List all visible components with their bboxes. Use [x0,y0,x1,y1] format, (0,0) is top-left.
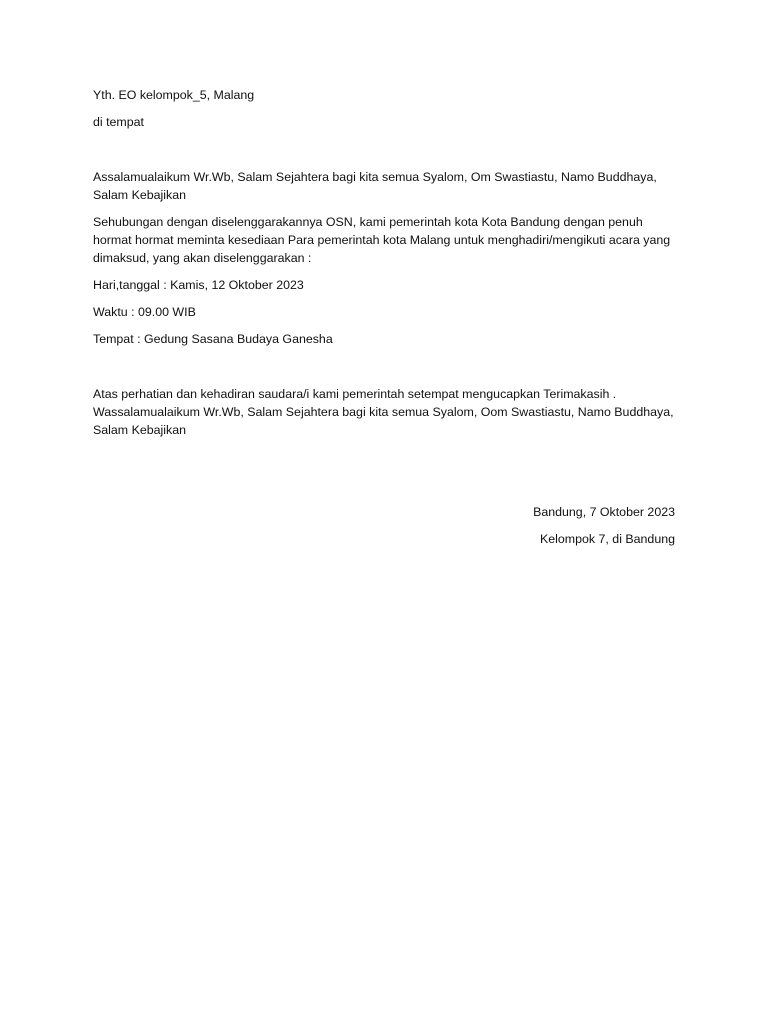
letter-body: Sehubungan dengan diselenggarakannya OSN, kami pemerintah kota Kota Bandung dengan penuh hormat hormat meminta kesediaan Para pemerintah kota Malang untuk menghadiri/mengikuti acara yang dimaksud, yang akan diselenggarakan : [93,215,671,265]
letter-greeting: Assalamualaikum Wr.Wb, Salam Sejahtera bagi kita semua Syalom, Om Swastiastu, Namo Buddhaya, Salam Kebajikan [93,170,657,202]
event-time: Waktu : 09.00 WIB [93,305,196,319]
letter-closing: Atas perhatian dan kehadiran saudara/i kami pemerintah setempat mengucapkan Terimakasih . Wassalamualaikum Wr.Wb, Salam Sejahtera bagi kita semua Syalom, Oom Swastiastu, Namo Buddhaya, Salam Kebajikan [93,387,674,437]
event-date: Hari,tanggal : Kamis, 12 Oktober 2023 [93,278,304,292]
letter-place: di tempat [93,115,144,129]
signature-date: Bandung, 7 Oktober 2023 [533,505,675,519]
letter-page [93,86,675,557]
event-venue: Tempat : Gedung Sasana Budaya Ganesha [93,332,333,346]
letter-recipient: Yth. EO kelompok_5, Malang [93,88,255,102]
signature-sender: Kelompok 7, di Bandung [539,532,675,546]
